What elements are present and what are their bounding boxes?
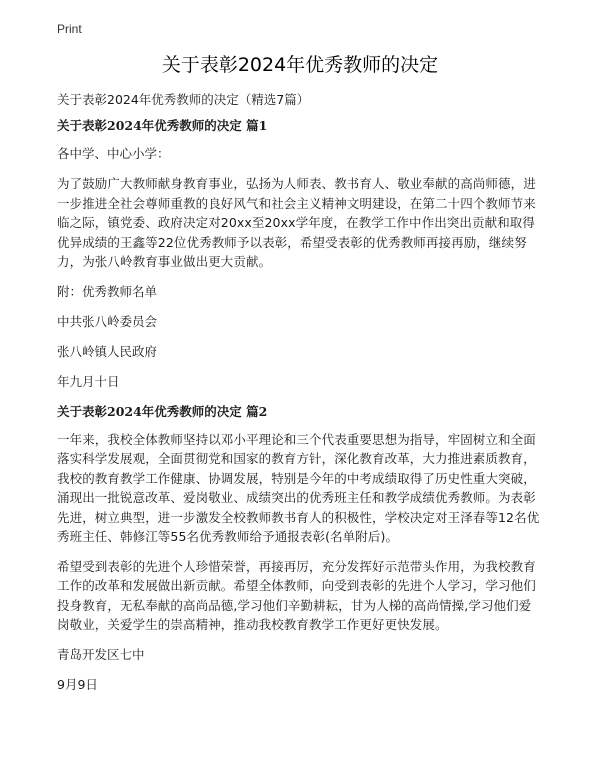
page-title: 关于表彰2024年优秀教师的决定 <box>161 54 439 76</box>
document-body <box>57 90 543 705</box>
signer: 青岛开发区七中 <box>57 646 145 662</box>
document-subtitle: 关于表彰2024年优秀教师的决定（精选7篇） <box>57 92 310 107</box>
section-2 <box>57 402 543 695</box>
section-heading: 关于表彰2024年优秀教师的决定 篇1 <box>57 118 268 133</box>
print-link[interactable]: Print <box>57 22 82 36</box>
attachment-note: 附：优秀教师名单 <box>57 283 158 299</box>
paragraph: 一年来，我校全体教师坚持以邓小平理论和三个代表重要思想为指导，牢固树立和全面落实科学发展观，全面贯彻党和国家的教育方针，深化教育改革，大力推进素质教育，我校的教育教学工作健康、协调发展，特别是今年的中考成绩取得了历史性重大突破，涌现出一批锐意改革、爱岗敬业、成绩突出的优秀班主任和教学成绩优秀教师。为表彰先进，树立典型，进一步激发全校教师教书育人的积极性，学校决定对王泽春等12名优秀班主任、韩修江等55名优秀教师给予通报表彰(名单附后)。 <box>57 431 540 544</box>
paragraph: 为了鼓励广大教师献身教育事业，弘扬为人师表、教书育人、敬业奉献的高尚师德，进一步推进全社会尊师重教的良好风气和社会主义精神文明建设，在第二十四个教师节来临之际，镇党委、政府决定对20xx至20xx学年度，在教学工作中作出突出贡献和取得优异成绩的王鑫等22位优秀教师予以表彰，希望受表彰的优秀教师再接再励，继续努力，为张八岭教育事业做出更大贡献。 <box>57 176 536 269</box>
signer: 张八岭镇人民政府 <box>57 343 158 359</box>
signer: 中共张八岭委员会 <box>57 313 158 329</box>
paragraph: 希望受到表彰的先进个人珍惜荣誉，再接再厉，充分发挥好示范带头作用，为我校教育工作的改革和发展做出新贡献。希望全体教师，向受到表彰的先进个人学习，学习他们投身教育，无私奉献的高尚品德,学习他们辛勤耕耘，甘为人梯的高尚情操,学习他们爱岗敬业，关爱学生的崇高精神，推动我校教育教学工作更好更快发展。 <box>57 558 536 632</box>
salutation: 各中学、中心小学： <box>57 146 170 161</box>
section-1 <box>57 116 543 392</box>
date: 9月9日 <box>57 676 98 692</box>
section-heading: 关于表彰2024年优秀教师的决定 篇2 <box>57 403 268 419</box>
date: 年九月十日 <box>57 373 120 389</box>
